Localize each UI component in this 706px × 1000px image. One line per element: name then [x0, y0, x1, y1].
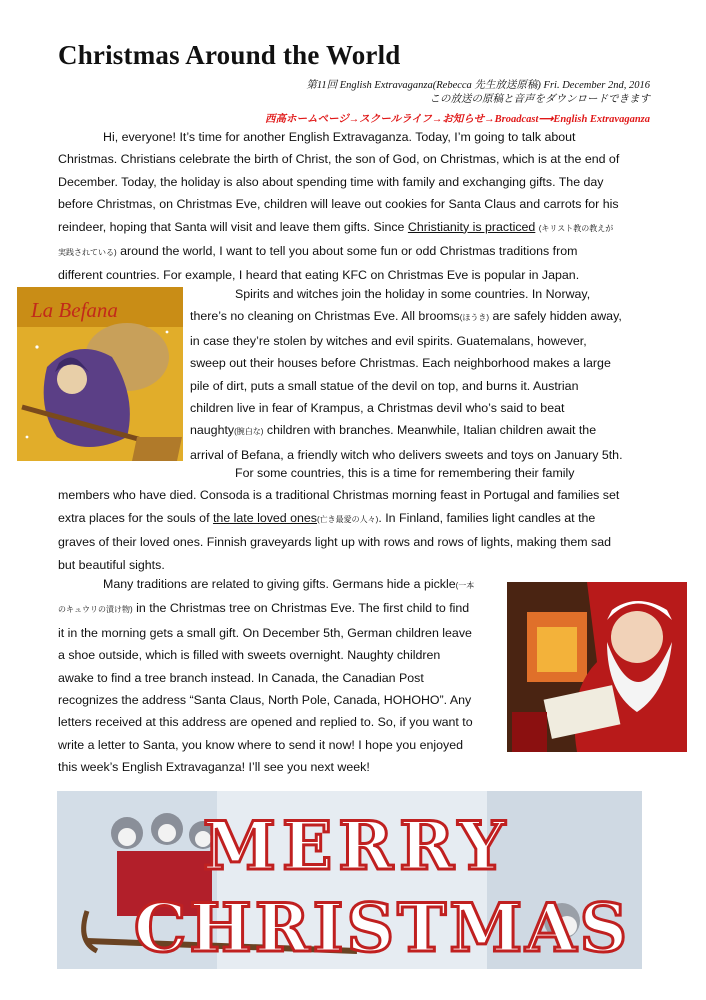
banner-merry: MERRY	[202, 807, 512, 885]
page-title: Christmas Around the World	[58, 40, 401, 70]
vocab-phrase: the late loved ones	[212, 510, 318, 525]
text-fragment: reindeer, hoping that Santa will visit and leave them gifts. Since	[58, 219, 405, 234]
text-line: in case they’re stolen by witches and evil spirits. Guatemalans, however,	[190, 333, 587, 348]
text-line: children live in fear of Krampus, a Christmas devil who’s said to beat	[190, 401, 565, 416]
la-befana-image	[17, 287, 183, 461]
befana-caption: La Befana	[31, 298, 118, 322]
text-line: write a letter to Santa, you know where to send it now! I hope you enjoyed	[58, 737, 464, 752]
text-fragment: . In Finland, families light candles at the	[378, 510, 596, 525]
text-line: December. Today, the holiday is also about spending time with family and exchanging gifts. The day	[58, 174, 604, 189]
text-line: a shoe outside, which is filled with sweets overnight. Naughty children	[58, 648, 441, 663]
vocab-gloss: (キリスト教の教えが	[538, 223, 614, 233]
text-fragment: extra places for the souls of	[58, 510, 210, 525]
text-line: awake to find a tree branch instead. In Canada, the Canadian Post	[58, 670, 424, 685]
text-line: different countries. For example, I heard that eating KFC on Christmas Eve is popular in Japan.	[58, 268, 580, 283]
santa-reading-letters-image	[507, 582, 687, 752]
download-path-link[interactable]: 西高ホームページ→スクールライフ→お知らせ→Broadcast⟶English Extravaganza	[264, 114, 650, 125]
text-fragment: Many traditions are related to giving gifts. Germans hide a pickle	[103, 577, 456, 591]
vocab-phrase: Christianity is practiced	[407, 219, 536, 234]
paragraph-intro	[58, 126, 651, 287]
text-line: Hi, everyone! It’s time for another English Extravaganza. Today, I’m going to talk about	[103, 130, 576, 144]
text-fragment: naughty	[190, 423, 235, 438]
vocab-gloss: (ほうき)	[459, 313, 490, 323]
text-line: recognizes the address “Santa Claus, North Pole, Canada, HOHOHO”. Any	[58, 693, 472, 708]
text-line: but beautiful sights.	[58, 557, 165, 572]
text-line: Christmas. Christians celebrate the birth of Christ, the son of God, on Christmas, which is at the end of	[58, 152, 620, 167]
text-line: letters received at this address are opened and replied to. So, if you want to	[58, 715, 473, 730]
paragraph-spirits	[190, 283, 650, 466]
text-line: this week’s English Extravaganza! I’ll see you next week!	[58, 760, 370, 775]
text-fragment: are safely hidden away,	[492, 309, 622, 324]
text-line: sweep out their houses before Christmas. Each neighborhood makes a large	[190, 356, 611, 371]
vocab-gloss: (亡き最愛の人々)	[317, 514, 379, 524]
text-line: graves of their loved ones. Finnish graveyards light up with rows and rows of lights, making them sad	[58, 535, 612, 550]
download-note: この放送の原稿と音声をダウンロードできます	[429, 94, 650, 105]
vocab-gloss: 実践されている)	[58, 248, 117, 258]
paragraph-gifts	[58, 573, 498, 779]
text-line: Spirits and witches join the holiday in some countries. In Norway,	[235, 287, 591, 301]
vocab-gloss: (腕白な)	[234, 427, 264, 437]
vocab-gloss: (一本	[455, 581, 475, 590]
merry-christmas-banner	[57, 791, 642, 969]
banner-christmas: CHRISTMAS	[133, 889, 631, 967]
text-line: arrival of Befana, a friendly witch who delivers sweets and toys on January 5th.	[190, 447, 623, 462]
paragraph-remembering	[58, 462, 651, 576]
broadcast-info: 第11回 English Extravaganza(Rebecca 先生放送原稿) Fri. December 2nd, 2016	[306, 80, 650, 91]
text-fragment: in the Christmas tree on Christmas Eve. The first child to find	[136, 601, 470, 616]
text-fragment: there’s no cleaning on Christmas Eve. All brooms	[190, 309, 460, 324]
text-fragment: around the world, I want to tell you about some fun or odd Christmas traditions from	[120, 244, 578, 259]
text-fragment: children with branches. Meanwhile, Italian children await the	[266, 423, 597, 438]
text-line: pile of dirt, puts a small statue of the devil on top, and burns it. Austrian	[190, 378, 579, 393]
text-line: For some countries, this is a time for remembering their family	[235, 466, 575, 480]
text-line: members who have died. Consoda is a traditional Christmas morning feast in Portugal and families set	[58, 488, 620, 503]
text-line: before Christmas, on Christmas Eve, children will leave out cookies for Santa Claus and carrots for his	[58, 197, 619, 212]
vocab-gloss: のキュウリの漬け物)	[58, 605, 133, 615]
text-line: it in the morning gets a small gift. On December 5th, German children leave	[58, 625, 472, 640]
